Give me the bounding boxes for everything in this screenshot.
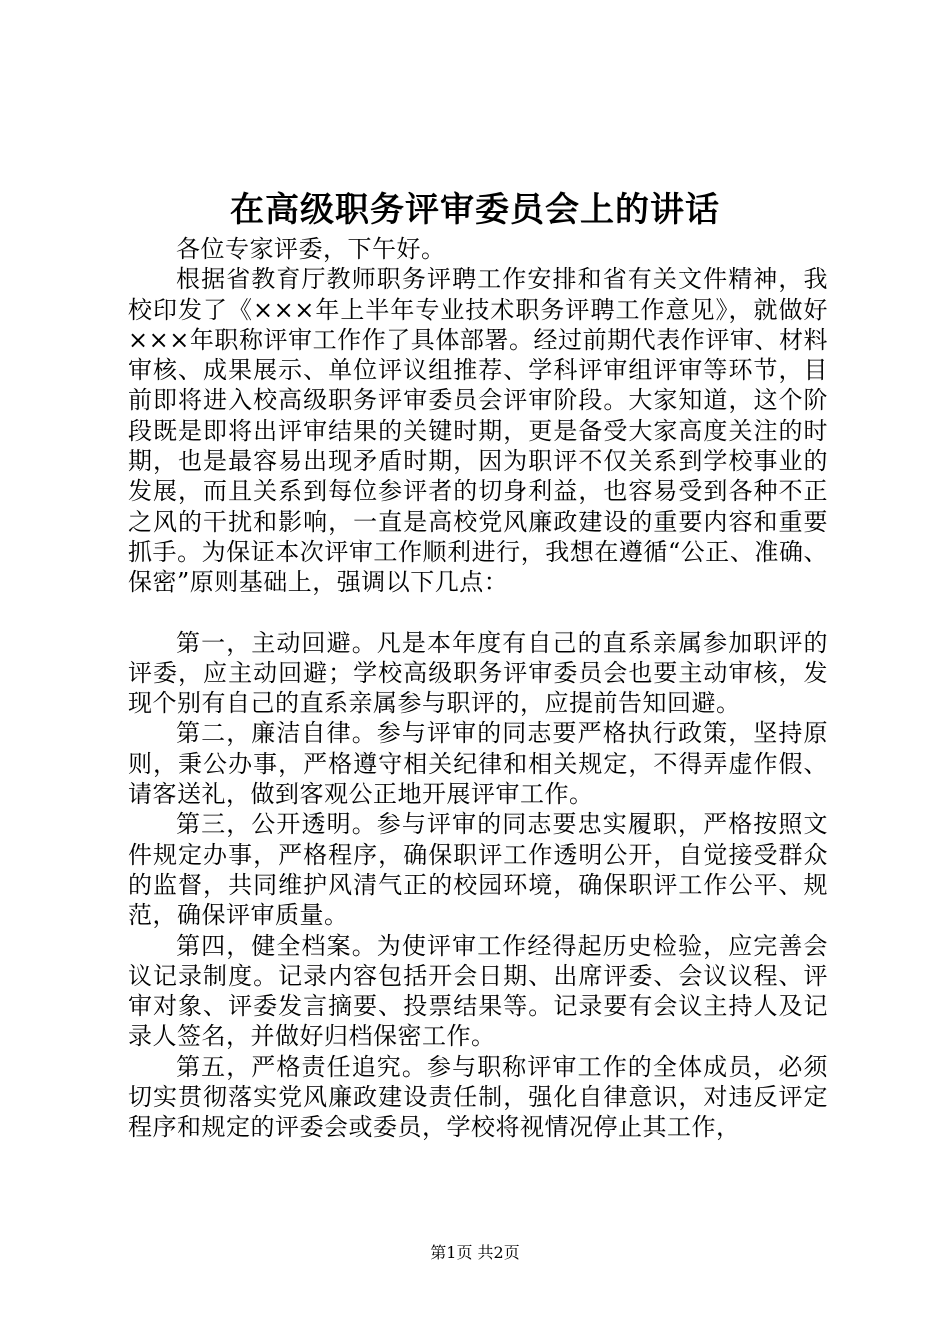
page-number-footer: 第1页 共2页	[430, 1243, 520, 1262]
point-three-paragraph: 第三，公开透明。参与评审的同志要忠实履职，严格按照文件规定办事，严格程序，确保职评工作透明公开，自觉接受群众的监督，共同维护风清气正的校园环境，确保职评工作公平、规范，确保评审质量。	[128, 810, 828, 930]
point-five-paragraph: 第五，严格责任追究。参与职称评审工作的全体成员，必须切实贯彻落实党风廉政建设责任制，强化自律意识，对违反评定程序和规定的评委会或委员，学校将视情况停止其工作，	[128, 1052, 828, 1142]
intro-paragraph: 根据省教育厅教师职务评聘工作安排和省有关文件精神，我校印发了《×××年上半年专业技术职务评聘工作意见》，就做好×××年职称评审工作作了具体部署。经过前期代表作评审、材料审核、成果展示、单位评议组推荐、学科评审组评审等环节，目前即将进入校高级职务评审委员会评审阶段。大家知道，这个阶段既是即将出评审结果的关键时期，更是备受大家高度关注的时期，也是最容易出现矛盾时期，因为职评不仅关系到学校事业的发展，而且关系到每位参评者的切身利益，也容易受到各种不正之风的干扰和影响，一直是高校党风廉政建设的重要内容和重要抓手。为保证本次评审工作顺利进行，我想在遵循“公正、准确、保密”原则基础上，强调以下几点：	[128, 265, 828, 597]
document-body	[128, 234, 828, 1143]
point-two-paragraph: 第二，廉洁自律。参与评审的同志要严格执行政策，坚持原则，秉公办事，严格遵守相关纪律和相关规定，不得弄虚作假、请客送礼，做到客观公正地开展评审工作。	[128, 719, 828, 809]
greeting-paragraph: 各位专家评委，下午好。	[176, 235, 446, 263]
document-title: 在高级职务评审委员会上的讲话	[230, 190, 720, 230]
point-four-paragraph: 第四，健全档案。为使评审工作经得起历史检验，应完善会议记录制度。记录内容包括开会日期、出席评委、会议议程、评审对象、评委发言摘要、投票结果等。记录要有会议主持人及记录人签名，并做好归档保密工作。	[128, 931, 828, 1051]
point-one-paragraph: 第一，主动回避。凡是本年度有自己的直系亲属参加职评的评委，应主动回避；学校高级职务评审委员会也要主动审核，发现个别有自己的直系亲属参与职评的，应提前告知回避。	[128, 628, 828, 718]
